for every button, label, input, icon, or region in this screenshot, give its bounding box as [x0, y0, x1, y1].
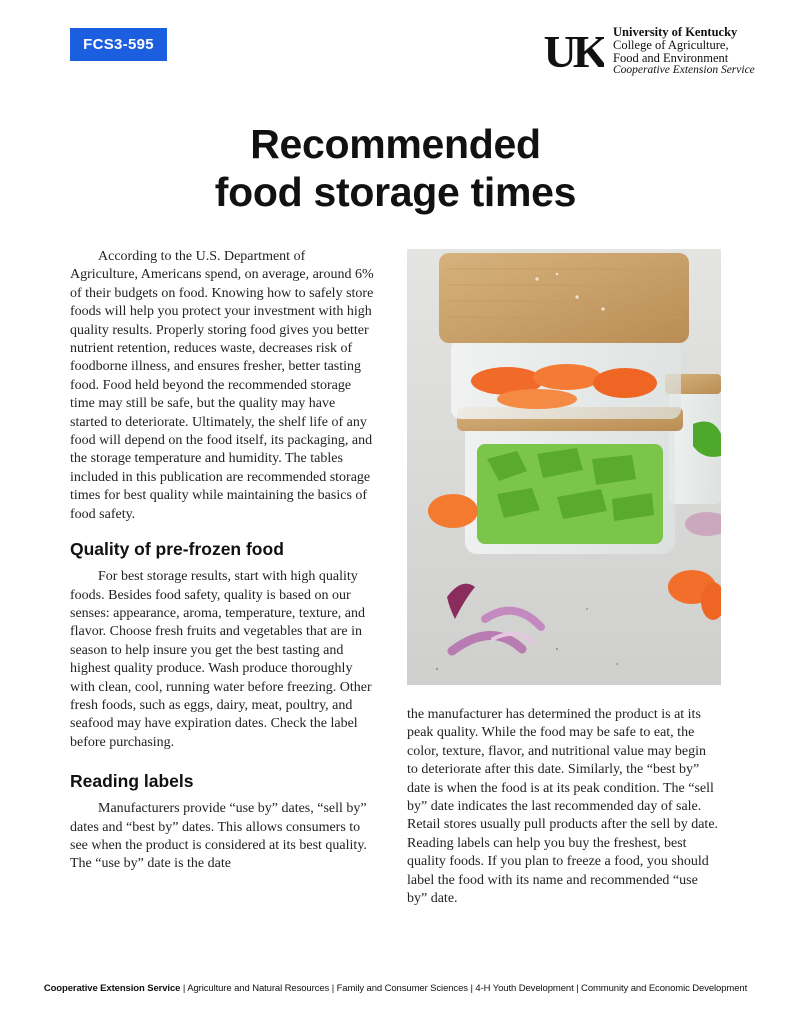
left-column [70, 248, 375, 874]
food-storage-containers-photo [407, 249, 721, 685]
institution-name [613, 26, 755, 77]
reading-labels-continued: the manufacturer has determined the product is at its peak quality. While the food may be safe to eat, the color, texture, flavor, and nutritional value may begin to deteriorate after this date. Similarly, the “best by” date is when the food is at its peak condition. The “sell by” date indicates the last recommended day of sale. Retail stores usually pull products after the sell by date. Reading labels can help you buy the freshest, best quality foods. If you plan to freeze a food, you should label the food with its name and recommended “use by” date. [407, 707, 719, 907]
svg-text:UK: UK [544, 27, 604, 73]
section-heading-pre-frozen: Quality of pre-frozen food [70, 539, 284, 560]
reading-labels-paragraph: Manufacturers provide “use by” dates, “sell by” dates and “best by” dates. This allows consumers to see when the product is considered at its best quality. The “use by” date is the date [70, 801, 367, 872]
uk-logo [544, 27, 604, 73]
intro-paragraph: According to the U.S. Department of Agriculture, Americans spend, on average, around 6% of their budgets on food. Knowing how to safely store foods will help you protect your investment with high quality results. Properly storing food gives you better nutrient retention, reduces waste, decreases risk of foodborne illness, and ensures fresher, better tasting food. Food held beyond the recommended storage time may still be safe, but the quality may have started to deteriorate. Ultimately, the shelf life of any food will depend on the food itself, its packaging, and the storage temperature and humidity. The tables included in this publication are recommended storage times for best quality while maintaining the basics of food safety. [70, 249, 374, 522]
title-line-2: food storage times [214, 169, 577, 215]
institution-line-2: College of Agriculture, [613, 38, 729, 52]
institution-line-1: University of Kentucky [613, 25, 738, 39]
institution-line-3: Food and Environment [613, 50, 729, 65]
footer-program-list: | Agriculture and Natural Resources | Family and Consumer Sciences | 4-H Youth Development | Community and Economic Development [180, 983, 748, 994]
publication-code-badge: FCS3-595 [70, 28, 167, 61]
institution-line-4: Cooperative Extension Service [613, 64, 755, 76]
footer-lead: Cooperative Extension Service [43, 983, 181, 994]
title-line-1: Recommended [250, 121, 541, 167]
footer-program-areas [0, 983, 791, 994]
pre-frozen-paragraph: For best storage results, start with high quality foods. Besides food safety, quality is based on our senses: appearance, aroma, temperature, texture, and flavor. Choose fresh fruits and vegetables that are in season to help insure you get the best tasting and highest quality produce. Wash produce thoroughly with clean, cool, running water before freezing. Other fresh foods, such as eggs, dairy, meat, poultry, and seafood may have expiration dates. Check the label before purchasing. [70, 569, 372, 750]
right-column [407, 706, 720, 908]
section-heading-reading-labels: Reading labels [70, 771, 194, 792]
page-title [0, 120, 791, 216]
